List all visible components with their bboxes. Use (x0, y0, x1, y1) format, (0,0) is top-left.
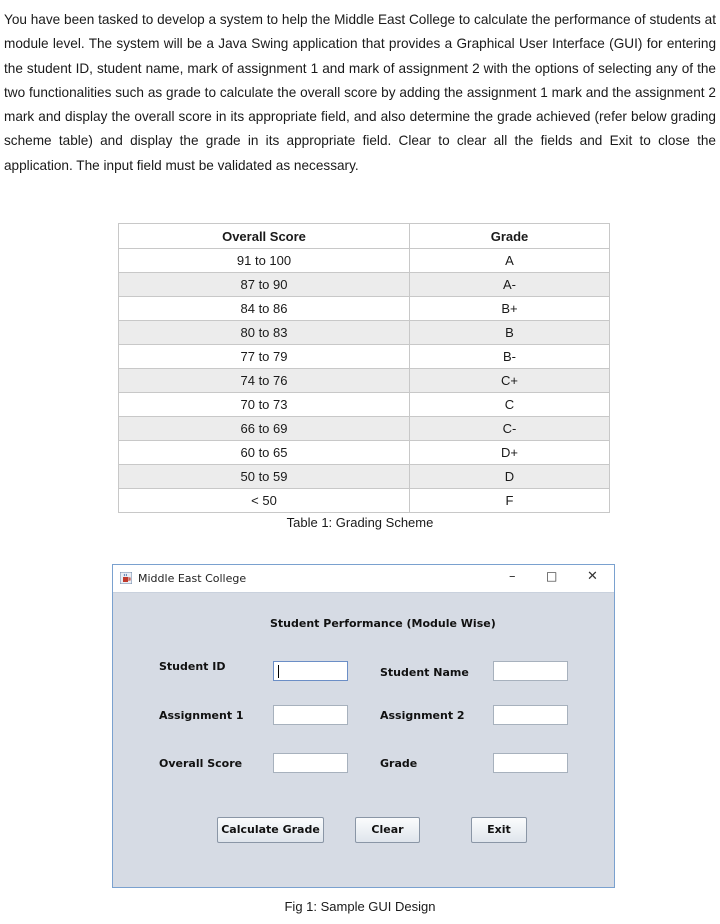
score-range-cell: 91 to 100 (119, 249, 410, 273)
overall-score-field[interactable] (273, 753, 348, 773)
grade-cell: C- (410, 417, 610, 441)
table-row (119, 297, 610, 321)
grade-label: Grade (380, 757, 418, 770)
table-row (119, 417, 610, 441)
assignment1-field[interactable] (273, 705, 348, 725)
overall-score-label: Overall Score (159, 757, 243, 770)
table-row (119, 393, 610, 417)
grade-cell: D+ (410, 441, 610, 465)
minimize-button[interactable]: – (509, 569, 516, 584)
grade-cell: C+ (410, 369, 610, 393)
score-range-cell: 60 to 65 (119, 441, 410, 465)
student-name-label: Student Name (380, 666, 469, 679)
form-heading: Student Performance (Module Wise) (270, 617, 496, 630)
app-window (112, 564, 615, 888)
header-grade: Grade (410, 224, 610, 249)
assignment2-field[interactable] (493, 705, 568, 725)
assignment2-label: Assignment 2 (380, 709, 465, 722)
score-range-cell: 87 to 90 (119, 273, 410, 297)
student-id-field[interactable] (273, 661, 348, 681)
grade-cell: A- (410, 273, 610, 297)
grade-cell: A (410, 249, 610, 273)
table-row (119, 369, 610, 393)
score-range-cell: 77 to 79 (119, 345, 410, 369)
table-row (119, 249, 610, 273)
task-description: You have been tasked to develop a system to help the Middle East College to calculate the performance of students at module level. The system will be a Java Swing application that provides a Graphical User Interface (GUI) for entering the student ID, student name, mark of assignment 1 and mark of assignment 2 with the options of selecting any of the two functionalities such as grade to calculate the overall score by adding the assignment 1 mark and the assignment 2 mark and display the overall score in its appropriate field, and also determine the grade achieved (refer below grading scheme table) and display the grade in its appropriate field. Clear to clear all the fields and Exit to close the application. The input field must be validated as necessary. (4, 12, 716, 173)
grade-cell: F (410, 489, 610, 513)
maximize-button[interactable]: □ (546, 569, 558, 583)
close-button[interactable]: ✕ (587, 569, 598, 584)
calculate-grade-button[interactable]: Calculate Grade (217, 817, 324, 843)
score-range-cell: 84 to 86 (119, 297, 410, 321)
text-caret (278, 665, 279, 678)
window-titlebar (113, 565, 614, 593)
grade-field[interactable] (493, 753, 568, 773)
table-row (119, 345, 610, 369)
grade-cell: B (410, 321, 610, 345)
score-range-cell: 80 to 83 (119, 321, 410, 345)
table-row (119, 321, 610, 345)
table-row (119, 441, 610, 465)
figure-caption: Fig 1: Sample GUI Design (284, 899, 436, 914)
score-range-cell: < 50 (119, 489, 410, 513)
table-row (119, 465, 610, 489)
table-row (119, 273, 610, 297)
table-header-row (119, 224, 610, 249)
window-title: Middle East College (138, 572, 247, 585)
student-name-field[interactable] (493, 661, 568, 681)
grade-cell: B+ (410, 297, 610, 321)
score-range-cell: 74 to 76 (119, 369, 410, 393)
grading-scheme-table (118, 223, 610, 513)
java-coffee-icon (120, 572, 132, 584)
assignment1-label: Assignment 1 (159, 709, 244, 722)
grade-cell: B- (410, 345, 610, 369)
header-overall-score: Overall Score (119, 224, 410, 249)
exit-button[interactable]: Exit (471, 817, 527, 843)
score-range-cell: 70 to 73 (119, 393, 410, 417)
table-row (119, 489, 610, 513)
grade-cell: C (410, 393, 610, 417)
score-range-cell: 66 to 69 (119, 417, 410, 441)
clear-button[interactable]: Clear (355, 817, 420, 843)
score-range-cell: 50 to 59 (119, 465, 410, 489)
grade-cell: D (410, 465, 610, 489)
student-id-label: Student ID (159, 660, 226, 673)
table-caption: Table 1: Grading Scheme (286, 515, 434, 530)
